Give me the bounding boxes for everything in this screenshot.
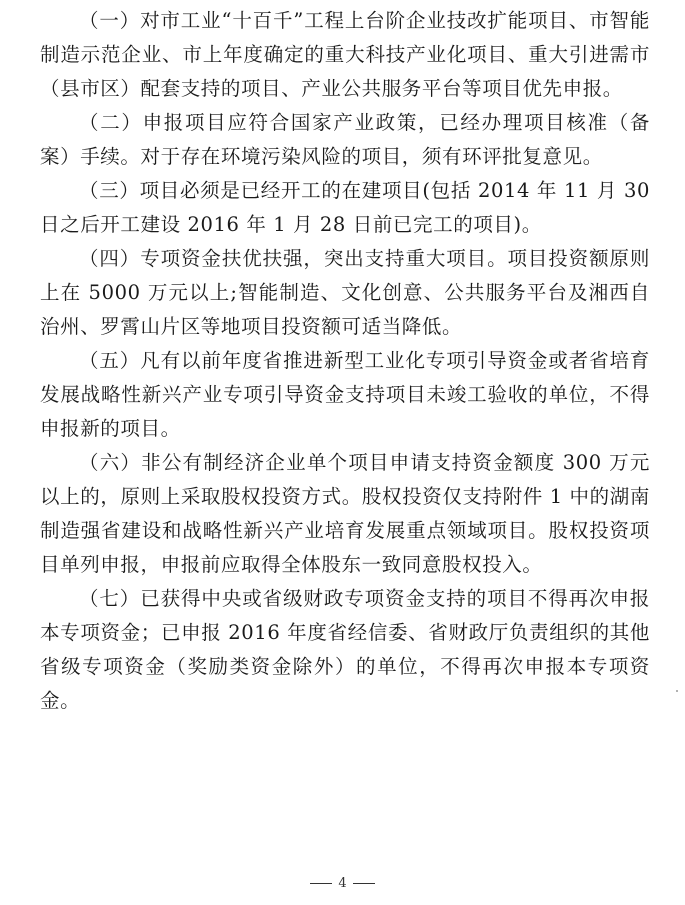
paragraph-2: （二）申报项目应符合国家产业政策，已经办理项目核准（备案）手续。对于存在环境污染风险的项目，须有环评批复意见。	[40, 111, 650, 168]
page-number: 4	[338, 876, 347, 891]
page-footer	[0, 876, 685, 891]
footer-dash-right	[353, 883, 375, 884]
paragraph-3: （三）项目必须是已经开工的在建项目(包括 2014 年 11 月 30 日之后开工建设 2016 年 1 月 28 日前已完工的项目)。	[40, 179, 650, 236]
footer-dash-left	[310, 883, 332, 884]
document-body	[40, 4, 650, 718]
paragraph-5: （五）凡有以前年度省推进新型工业化专项引导资金或者省培育发展战略性新兴产业专项引导资金支持项目未竣工验收的单位，不得申报新的项目。	[40, 349, 650, 440]
paragraph-6: （六）非公有制经济企业单个项目申请支持资金额度 300 万元以上的，原则上采取股权投资方式。股权投资仅支持附件 1 中的湖南制造强省建设和战略性新兴产业培育发展重点领域项目。股权投资项目单列申报，申报前应取得全体股东一致同意股权投入。	[40, 451, 650, 576]
paragraph-7: （七）已获得中央或省级财政专项资金支持的项目不得再次申报本专项资金；已申报 2016 年度省经信委、省财政厅负责组织的其他省级专项资金（奖励类资金除外）的单位，不得再次申报本专项资金。	[40, 587, 650, 712]
paragraph-4: （四）专项资金扶优扶强，突出支持重大项目。项目投资额原则上在 5000 万元以上;智能制造、文化创意、公共服务平台及湘西自治州、罗霄山片区等地项目投资额可适当降低。	[40, 247, 650, 338]
paragraph-1: （一）对市工业“十百千”工程上台阶企业技改扩能项目、市智能制造示范企业、市上年度确定的重大科技产业化项目、重大引进需市（县市区）配套支持的项目、产业公共服务平台等项目优先申报。	[40, 9, 650, 100]
scan-speck	[676, 690, 678, 692]
